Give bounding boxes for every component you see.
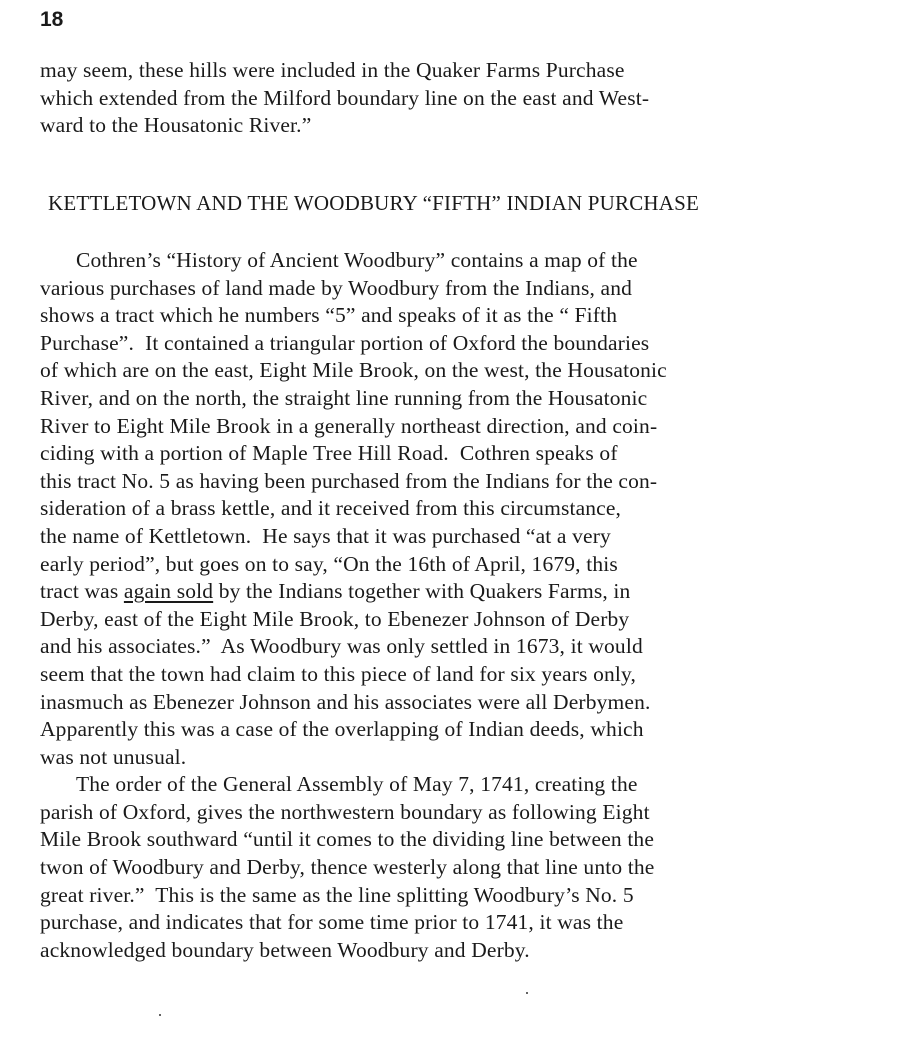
page-number: 18 (40, 8, 64, 31)
intro-line: which extended from the Milford boundary line on the east and West- (40, 85, 650, 110)
intro-line: may seem, these hills were included in the Quaker Farms Purchase (40, 58, 625, 82)
paragraph-line: early period”, but goes on to say, “On the 16th of April, 1679, this (40, 551, 618, 576)
paragraph-line: various purchases of land made by Woodbury from the Indians, and (40, 275, 633, 300)
paragraph-line: Cothren’s “History of Ancient Woodbury” contains a map of the (76, 248, 638, 272)
paragraph-line: shows a tract which he numbers “5” and speaks of it as the “ Fifth (40, 303, 618, 328)
paragraph-line: inasmuch as Ebenezer Johnson and his associates were all Derbymen. (40, 689, 651, 714)
paragraph-line: sideration of a brass kettle, and it received from this circumstance, (40, 496, 622, 521)
line-text: tract was (40, 579, 124, 604)
paragraph-line: River to Eight Mile Brook in a generally northeast direction, and coin- (40, 413, 658, 438)
paragraph-line: and his associates.” As Woodbury was only settled in 1673, it would (40, 634, 643, 659)
intro-paragraph (40, 57, 880, 140)
paragraph-line: Derby, east of the Eight Mile Brook, to Ebenezer Johnson of Derby (40, 606, 630, 631)
paragraph-line: Mile Brook southward “until it comes to the dividing line between the (40, 827, 655, 852)
paragraph-line: Purchase”. It contained a triangular portion of Oxford the boundaries (40, 330, 650, 355)
scan-speck (526, 992, 528, 994)
paragraph-line: The order of the General Assembly of May 7, 1741, creating the (76, 772, 638, 797)
paragraph-line: acknowledged boundary between Woodbury and Derby. (40, 937, 530, 962)
paragraph-1 (40, 247, 880, 964)
paragraph-line: ciding with a portion of Maple Tree Hill Road. Cothren speaks of (40, 441, 618, 466)
paragraph-line: the name of Kettletown. He says that it was purchased “at a very (40, 523, 611, 548)
underlined-phrase: again sold (123, 579, 214, 604)
paragraph-line: parish of Oxford, gives the northwestern boundary as following Eight (40, 799, 650, 824)
paragraph-line: this tract No. 5 as having been purchased from the Indians for the con- (40, 468, 658, 493)
paragraph-line: River, and on the north, the straight line running from the Housatonic (40, 385, 648, 410)
line-text: by the Indians together with Quakers Farms, in (213, 579, 631, 604)
paragraph-line (40, 578, 880, 606)
paragraph-line: Apparently this was a case of the overlapping of Indian deeds, which (40, 717, 644, 742)
paragraph-line: of which are on the east, Eight Mile Brook, on the west, the Housatonic (40, 358, 667, 383)
paragraph-line: seem that the town had claim to this piece of land for six years only, (40, 661, 637, 686)
paragraph-line: great river.” This is the same as the line splitting Woodbury’s No. 5 (40, 882, 634, 907)
paragraph-line: was not unusual. (40, 744, 187, 769)
paragraph-line: twon of Woodbury and Derby, thence westerly along that line unto the (40, 855, 655, 880)
intro-line: ward to the Housatonic River.” (40, 113, 312, 138)
section-heading: KETTLETOWN AND THE WOODBURY “FIFTH” INDIAN PURCHASE (48, 191, 700, 215)
scan-speck (159, 1014, 161, 1016)
paragraph-line: purchase, and indicates that for some time prior to 1741, it was the (40, 910, 624, 935)
